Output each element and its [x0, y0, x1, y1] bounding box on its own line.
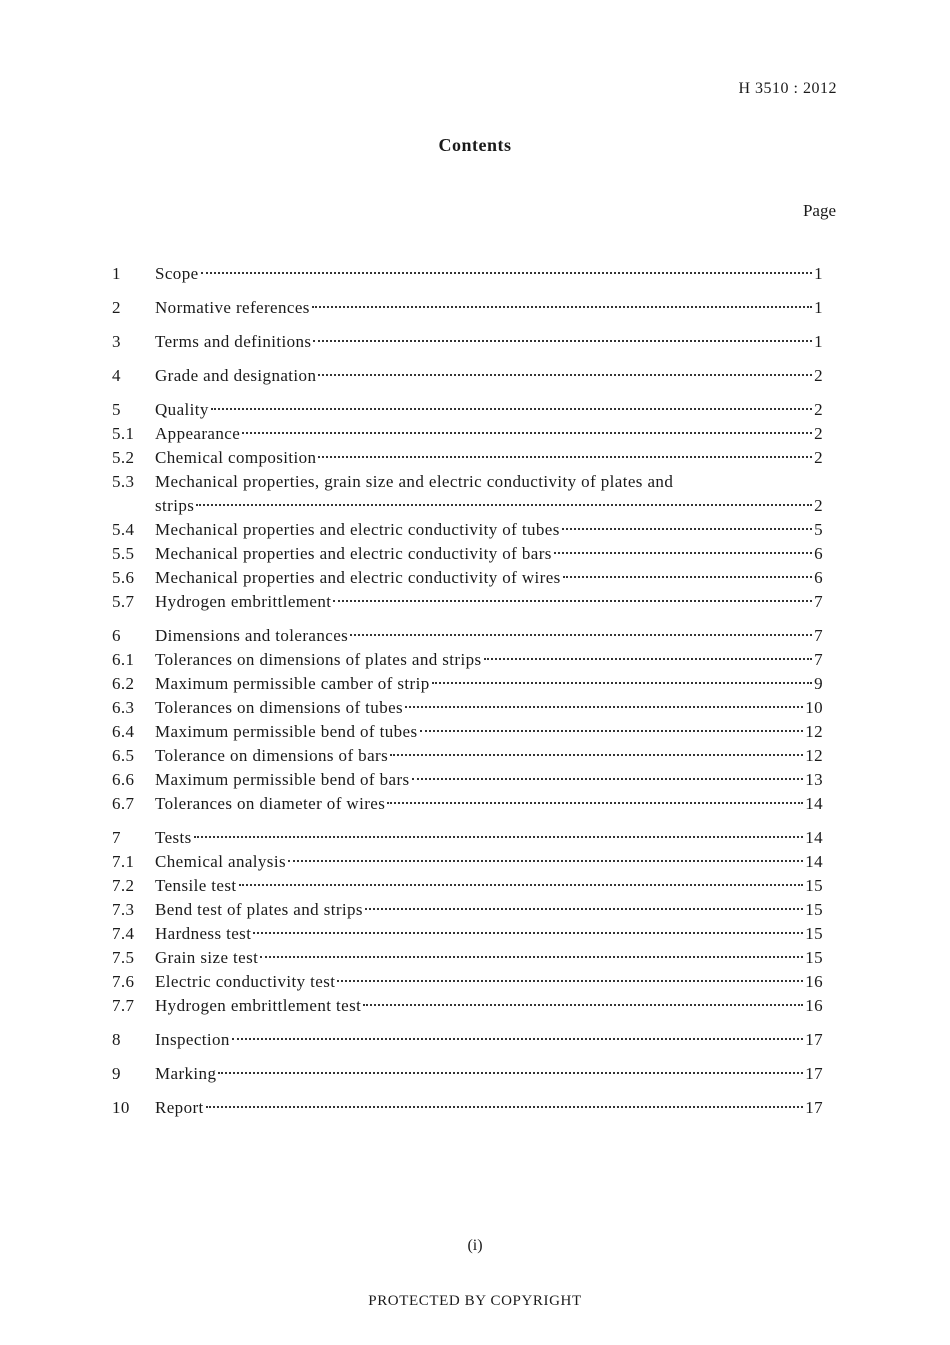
toc-entry[interactable]	[112, 518, 823, 542]
leader-dots	[563, 575, 812, 578]
toc-entry-number: 7.1	[112, 852, 135, 871]
toc-entry-number: 9	[112, 1064, 121, 1083]
toc-entry-label: Terms and definitions	[155, 332, 312, 351]
toc-entry[interactable]	[112, 296, 823, 320]
toc-entry[interactable]	[112, 922, 823, 946]
leader-dots	[333, 599, 812, 602]
toc-entry-number: 10	[112, 1098, 130, 1117]
toc-entry-number: 7.4	[112, 924, 135, 943]
toc-entry-page: 10	[805, 698, 823, 717]
toc-entry-label: Report	[155, 1098, 204, 1117]
toc-entry-number: 5.3	[112, 472, 135, 491]
toc-entry-page: 14	[805, 794, 823, 813]
toc-entry-number: 6.4	[112, 722, 135, 741]
toc-entry[interactable]	[112, 898, 823, 922]
toc-entry-number: 6.1	[112, 650, 135, 669]
toc-entry-page: 16	[805, 996, 823, 1015]
toc-entry-number: 6	[112, 626, 121, 645]
toc-entry-label: strips	[155, 496, 195, 515]
leader-dots	[239, 883, 804, 886]
toc-entry-label: Tensile test	[155, 876, 237, 895]
leader-dots	[318, 373, 812, 376]
leader-dots	[405, 705, 803, 708]
toc-entry-page: 14	[805, 828, 823, 847]
toc-entry[interactable]	[112, 672, 823, 696]
leader-dots	[313, 339, 812, 342]
toc-entry[interactable]	[112, 590, 823, 614]
leader-dots	[562, 527, 812, 530]
toc-entry-number: 5	[112, 400, 121, 419]
toc-entry-number: 7.2	[112, 876, 135, 895]
toc-entry-label: Maximum permissible camber of strip	[155, 674, 430, 693]
leader-dots	[312, 305, 812, 308]
leader-dots	[206, 1105, 804, 1108]
toc-entry[interactable]	[112, 850, 823, 874]
toc-entry-number: 3	[112, 332, 121, 351]
toc-entry-number: 7.5	[112, 948, 135, 967]
toc-entry-number: 5.1	[112, 424, 135, 443]
toc-entry-label: Chemical analysis	[155, 852, 286, 871]
leader-dots	[365, 907, 803, 910]
toc-entry-page: 6	[814, 568, 823, 587]
toc-entry-page: 2	[814, 424, 823, 443]
toc-entry-label: Maximum permissible bend of tubes	[155, 722, 418, 741]
toc-entry-number: 6.5	[112, 746, 135, 765]
toc-entry-label: Marking	[155, 1064, 217, 1083]
toc-entry-number: 1	[112, 264, 121, 283]
leader-dots	[432, 681, 812, 684]
leader-dots	[211, 407, 812, 410]
toc-entry-number: 4	[112, 366, 121, 385]
toc-entry[interactable]	[112, 1028, 823, 1052]
toc-entry-number: 5.7	[112, 592, 135, 611]
toc-entry[interactable]	[112, 330, 823, 354]
toc-entry-continuation[interactable]	[112, 494, 823, 518]
toc-entry-page: 1	[814, 264, 823, 283]
toc-entry[interactable]	[112, 874, 823, 898]
toc-entry[interactable]	[112, 446, 823, 470]
leader-dots	[288, 859, 803, 862]
toc-entry-number: 7.7	[112, 996, 135, 1015]
toc-entry-number: 7.6	[112, 972, 135, 991]
leader-dots	[363, 1003, 803, 1006]
leader-dots	[390, 753, 803, 756]
toc-entry-page: 7	[814, 592, 823, 611]
toc-entry-label: Maximum permissible bend of bars	[155, 770, 410, 789]
toc-entry-page: 2	[814, 400, 823, 419]
toc-entry-label: Inspection	[155, 1030, 230, 1049]
leader-dots	[318, 455, 812, 458]
toc-entry-page: 9	[814, 674, 823, 693]
toc-entry-page: 12	[805, 746, 823, 765]
toc-entry[interactable]	[112, 744, 823, 768]
toc-entry-label: Mechanical properties, grain size and electric conductivity of plates and	[155, 472, 674, 491]
footer-copyright: PROTECTED BY COPYRIGHT	[368, 1293, 582, 1309]
toc-entry-number: 7	[112, 828, 121, 847]
toc-entry-label: Mechanical properties and electric conductivity of wires	[155, 568, 561, 587]
toc-entry-label: Hydrogen embrittlement	[155, 592, 332, 611]
toc-entry-page: 17	[805, 1064, 823, 1083]
toc-entry-label: Hardness test	[155, 924, 252, 943]
leader-dots	[337, 979, 803, 982]
toc-entry-page: 15	[805, 948, 823, 967]
toc-entry[interactable]	[112, 470, 823, 494]
toc-entry-label: Chemical composition	[155, 448, 317, 467]
toc-entry-page: 2	[814, 366, 823, 385]
toc-entry-number: 5.5	[112, 544, 135, 563]
leader-dots	[412, 777, 804, 780]
toc-entry-page: 17	[805, 1098, 823, 1117]
toc-entry-page: 1	[814, 298, 823, 317]
toc-entry[interactable]	[112, 624, 823, 648]
toc-entry-label: Grade and designation	[155, 366, 317, 385]
toc-entry[interactable]	[112, 768, 823, 792]
toc-entry-page: 13	[805, 770, 823, 789]
toc-entry[interactable]	[112, 1096, 823, 1120]
toc-entry[interactable]	[112, 364, 823, 388]
page-column-label: Page	[802, 201, 836, 220]
toc-entry-label: Appearance	[155, 424, 241, 443]
toc-entry[interactable]	[112, 648, 823, 672]
leader-dots	[420, 729, 804, 732]
toc-entry-label: Mechanical properties and electric conductivity of tubes	[155, 520, 560, 539]
toc-entry-number: 7.3	[112, 900, 135, 919]
leader-dots	[484, 657, 813, 660]
toc-entry-label: Hydrogen embrittlement test	[155, 996, 362, 1015]
toc-entry-page: 2	[814, 496, 823, 515]
leader-dots	[232, 1037, 803, 1040]
leader-dots	[253, 931, 803, 934]
toc-entry-page: 17	[805, 1030, 823, 1049]
toc-entry-page: 14	[805, 852, 823, 871]
toc-entry-page: 15	[805, 924, 823, 943]
toc-entry[interactable]	[112, 970, 823, 994]
toc-entry-page: 2	[814, 448, 823, 467]
toc-entry[interactable]	[112, 422, 823, 446]
leader-dots	[218, 1071, 803, 1074]
toc-entry-label: Scope	[155, 264, 199, 283]
toc-entry-number: 6.6	[112, 770, 135, 789]
toc-entry-label: Normative references	[155, 298, 310, 317]
toc-entry-label: Tolerance on dimensions of bars	[155, 746, 389, 765]
toc-entry-page: 12	[805, 722, 823, 741]
table-of-contents	[112, 262, 823, 1120]
toc-entry-label: Tolerances on diameter of wires	[155, 794, 386, 813]
leader-dots	[554, 551, 812, 554]
toc-entry-page: 15	[805, 900, 823, 919]
leader-dots	[242, 431, 812, 434]
leader-dots	[387, 801, 803, 804]
document-code: H 3510 : 2012	[738, 80, 837, 97]
toc-entry[interactable]	[112, 542, 823, 566]
toc-entry[interactable]	[112, 720, 823, 744]
toc-entry-label: Quality	[155, 400, 209, 419]
leader-dots	[350, 633, 812, 636]
toc-entry-page: 7	[814, 650, 823, 669]
toc-entry-page: 7	[814, 626, 823, 645]
toc-entry[interactable]	[112, 946, 823, 970]
toc-entry[interactable]	[112, 826, 823, 850]
toc-entry[interactable]	[112, 1062, 823, 1086]
toc-entry-number: 5.2	[112, 448, 135, 467]
toc-entry-label: Grain size test	[155, 948, 259, 967]
toc-entry-label: Tolerances on dimensions of tubes	[155, 698, 404, 717]
toc-entry-label: Electric conductivity test	[155, 972, 336, 991]
toc-entry[interactable]	[112, 696, 823, 720]
toc-entry-label: Tests	[155, 828, 192, 847]
toc-entry[interactable]	[112, 398, 823, 422]
toc-entry-number: 6.7	[112, 794, 135, 813]
toc-entry-number: 6.2	[112, 674, 135, 693]
toc-entry-number: 8	[112, 1030, 121, 1049]
toc-entry[interactable]	[112, 262, 823, 286]
toc-entry-page: 5	[814, 520, 823, 539]
toc-entry[interactable]	[112, 792, 823, 816]
toc-entry-page: 16	[805, 972, 823, 991]
toc-entry-number: 5.6	[112, 568, 135, 587]
leader-dots	[260, 955, 803, 958]
toc-entry-label: Tolerances on dimensions of plates and strips	[155, 650, 482, 669]
leader-dots	[196, 503, 812, 506]
toc-entry-label: Bend test of plates and strips	[155, 900, 363, 919]
toc-entry-page: 6	[814, 544, 823, 563]
toc-entry-label: Mechanical properties and electric conductivity of bars	[155, 544, 552, 563]
leader-dots	[194, 835, 803, 838]
toc-entry-number: 5.4	[112, 520, 135, 539]
page-title: Contents	[438, 135, 512, 155]
toc-entry-label: Dimensions and tolerances	[155, 626, 349, 645]
toc-entry-page: 15	[805, 876, 823, 895]
toc-entry-page: 1	[814, 332, 823, 351]
footer-page-number: (i)	[467, 1237, 483, 1254]
toc-entry[interactable]	[112, 566, 823, 590]
toc-entry-number: 6.3	[112, 698, 135, 717]
toc-entry-number: 2	[112, 298, 121, 317]
toc-entry[interactable]	[112, 994, 823, 1018]
leader-dots	[201, 271, 813, 274]
